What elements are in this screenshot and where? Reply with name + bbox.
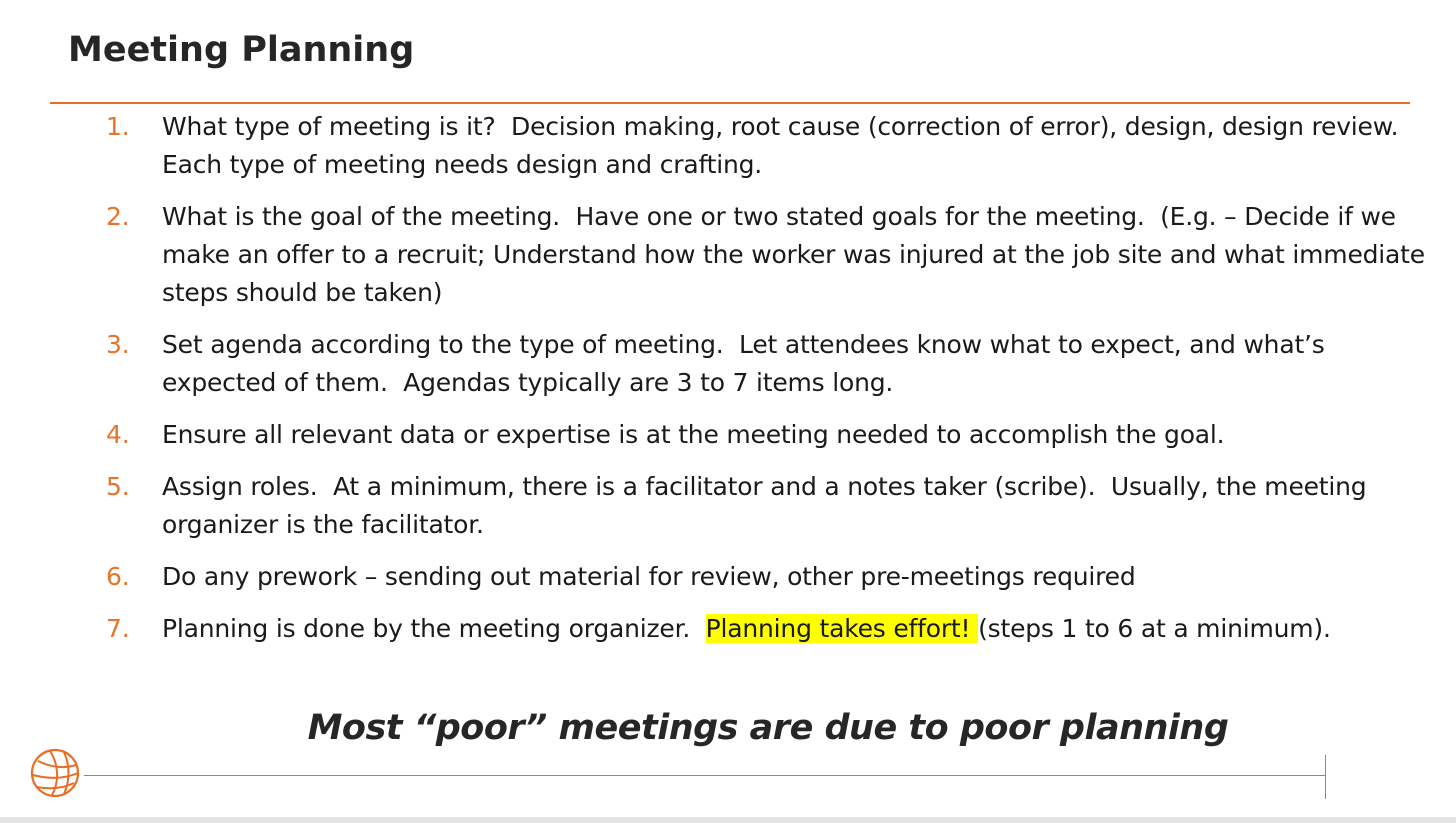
list-item-number: 5. — [106, 472, 130, 501]
list-item-number: 4. — [106, 420, 130, 449]
list-item-number: 6. — [106, 562, 130, 591]
list-item-number: 7. — [106, 614, 130, 643]
list-item-number: 3. — [106, 330, 130, 359]
list-item-number: 2. — [106, 202, 130, 231]
globe-logo-icon — [28, 745, 84, 801]
slide-title: Meeting Planning — [68, 30, 415, 70]
footer-divider-end — [1325, 755, 1326, 799]
title-divider — [50, 102, 1410, 104]
list-item-text-end: (steps 1 to 6 at a minimum). — [978, 614, 1331, 643]
list-item — [0, 198, 1440, 312]
list-item — [0, 558, 1440, 596]
list-item-text: Ensure all relevant data or expertise is at the meeting needed to accomplish the goal. — [162, 420, 1225, 449]
list-item-text: Planning is done by the meeting organizer. — [162, 614, 706, 643]
list-item-text: Do any prework – sending out material for review, other pre-meetings required — [162, 562, 1136, 591]
list-item-text: What type of meeting is it? Decision making, root cause (correction of error), design, design review. Each type of meeting needs design and crafting. — [162, 112, 1414, 179]
list-item — [0, 610, 1440, 648]
list-item — [0, 326, 1440, 402]
list-item-text: What is the goal of the meeting. Have one or two stated goals for the meeting. (E.g. – Decide if we make an offer to a recruit; Understand how the worker was injured at the job site and what immediate steps should be taken) — [162, 202, 1433, 307]
list-item-text: Set agenda according to the type of meeting. Let attendees know what to expect, and what’s expected of them. Agendas typically are 3 to 7 items long. — [162, 330, 1333, 397]
bottom-edge — [0, 817, 1456, 823]
list-item-text: Assign roles. At a minimum, there is a facilitator and a notes taker (scribe). Usually, the meeting organizer is the facilitator. — [162, 472, 1375, 539]
highlighted-text: Planning takes effort! — [705, 614, 979, 643]
list-item — [0, 416, 1440, 454]
list-item — [0, 108, 1440, 184]
tagline: Most “poor” meetings are due to poor planning — [307, 708, 1229, 748]
footer-divider — [84, 775, 1326, 776]
list-item-number: 1. — [106, 112, 130, 141]
list-item — [0, 468, 1440, 544]
planning-steps-list — [0, 108, 1440, 662]
